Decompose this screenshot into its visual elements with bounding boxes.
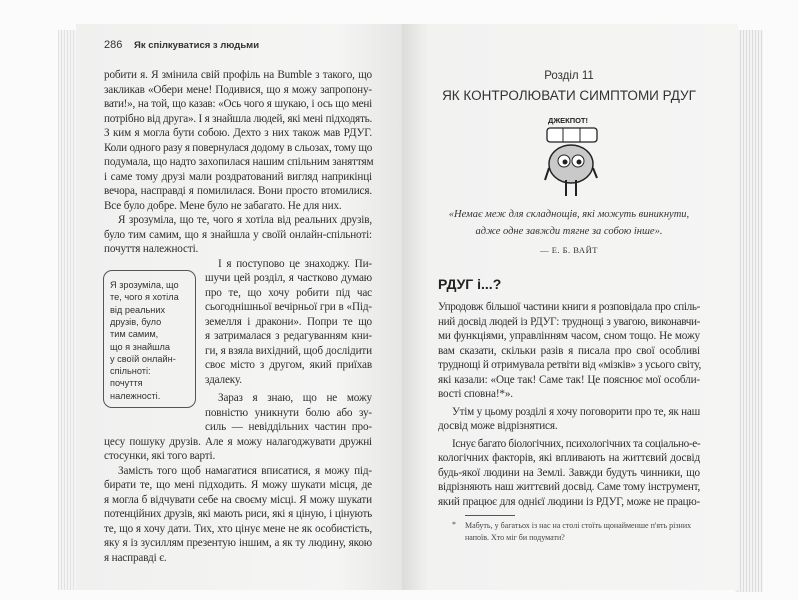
text-line: І я поступово це знаходжу. Пи- [218, 257, 372, 270]
illustration-caption: ДЖЕКПОТ! [548, 116, 589, 125]
text-line: сьогоднішньої вечірньої гри в «Під- [205, 301, 372, 313]
text-line: вості сповна!*». [438, 388, 513, 400]
text-line: будь-якої людини на Землі. Завжди будуть чинники, що [438, 466, 700, 479]
text-line: шучи цей розділ, я частково думаю [205, 272, 372, 284]
text-line: я затрималася з редагуванням кни- [205, 330, 372, 342]
pull-quote-line: у своїй онлайн- [110, 353, 176, 364]
text-line: вати!», на той, що казав: «Ось чого я шукаю, і ось що мені [104, 98, 372, 110]
text-line: закликав «Обери мене! Подивися, що я можу запропону- [104, 83, 372, 96]
text-line: Замість того щоб намагатися вписатися, я можу під- [118, 464, 372, 477]
pull-quote-line: спільноті: [110, 366, 151, 377]
running-head: Як спілкуватися з людьми [134, 40, 260, 51]
text-line: вечора, насправді я помилилася. Вони просто втомилися. [104, 185, 372, 197]
epigraph-line-2: адже одне завжди тягне за собою інше». [475, 226, 663, 237]
text-line: я насправді є. [104, 551, 167, 564]
text-line: труднощі й отримувала ретвіти від «мізків» з усього світу, [438, 359, 702, 371]
pull-quote-line: друзів, було [110, 316, 162, 327]
text-line: стосунки, які того варті. [104, 450, 216, 462]
text-line: потенційних друзів, які мають риси, які я ціную, і цінують [104, 508, 372, 520]
text-line: Упродовж більшої частини книги я розповідала про спіль- [438, 301, 700, 313]
text-line: бирати те, що мені підходить. Я можу шукати місця, де [104, 479, 372, 491]
text-line: вам сказати, скільки разів я писала про свої особливі [438, 344, 700, 357]
text-line: Зараз я знаю, що не можу [218, 392, 372, 404]
page-number: 286 [104, 39, 123, 51]
text-line: робити я. Я змінила свій профіль на Bumble з такого, що [104, 69, 372, 81]
footnote-line-1: Мабуть, у багатьох із нас на столі стоїть щонайменше п'ять різних [465, 521, 692, 530]
text-line: Все було добре. Мене було не забагато. Не для них. [104, 199, 342, 212]
text-line: відрізняють наш життєвий досвід. Саме тому інструмент, [438, 481, 700, 493]
jackpot-brain-illustration [535, 116, 607, 200]
epigraph-author: — Е. Б. ВАЙТ [540, 245, 598, 255]
chapter-title: ЯК КОНТРОЛЮВАТИ СИМПТОМИ РДУГ [442, 88, 696, 103]
text-line: кологічних факторів, які впливають на життєвий досвід [438, 452, 700, 464]
footnote-divider [465, 515, 515, 516]
text-line: досвід може відрізнятися. [438, 420, 558, 432]
footnote-marker: * [452, 520, 456, 529]
text-line: цесу пошуку друзів. Але я можу налагоджувати дружні [104, 435, 372, 448]
text-line: подумала, що надто захопилася нашим спільним заняттям [104, 156, 374, 168]
text-line: повністю уникнути болю або зу- [205, 406, 372, 419]
text-line: Коли одного разу я повернулася додому в сльозах, тому що [104, 141, 373, 154]
text-line: своє місто з другом, який приїхав [205, 359, 372, 371]
pull-quote-line: Я зрозуміла, що [110, 280, 179, 290]
text-line: Утім у цьому розділі я хочу поговорити про те, як наш [452, 405, 700, 418]
text-line: здалеку. [205, 373, 242, 386]
pull-quote-line: тим самим, [110, 329, 159, 340]
text-line: земелля і дракони». Попри те що [205, 315, 372, 328]
text-line: про те, що хочу робити під час [205, 286, 372, 299]
text-line: ний досвід людей із РДУГ: труднощі з увагою, виконавчи- [438, 315, 700, 328]
text-line: ми функціями, управлінням часом, сном тощо. Не можу [438, 330, 700, 342]
text-line: яку я із зусиллям презентую іншим, а як ту людину, якою [104, 537, 372, 549]
pull-quote-line: належності. [110, 390, 161, 401]
text-line: потрібно від друга». І я знайшла людей, які мені підходять. [104, 112, 372, 125]
section-heading: РДУГ і...? [438, 276, 502, 292]
pull-quote-line: що я знайшла [110, 341, 171, 352]
text-line: силь — невіддільних частин про- [205, 421, 372, 433]
footnote-line-2: напоїв. Хто міг би подумати? [465, 533, 565, 542]
pull-quote-line: те, чого я хотіла [110, 292, 179, 303]
text-line: які казали: «Оце так! Саме так! Це пояснює мої особли- [438, 373, 700, 386]
text-line: З ким я могла бути собою. Дехто з них також мав РДУГ. [104, 127, 372, 139]
text-line: було тим самим, що я знайшла у своїй онлайн-спільноті: [104, 228, 372, 241]
text-line: ги, я взяла вихідний, щоб дослідити [205, 344, 372, 357]
text-line: те, що я хочу дати. Тих, хто цінує мене не як особистість, [104, 522, 372, 535]
chapter-label: Розділ 11 [544, 70, 594, 82]
text-line: почуття належності. [104, 243, 199, 255]
text-line: я могла б відчувати себе на своєму місці. Я можу шукати [104, 493, 372, 506]
text-line: Існує багато біологічних, психологічних та соціально-е- [452, 437, 701, 450]
text-line: і саме тому друзі мали роздратований вигляд наприкінці [104, 170, 372, 183]
text-line: Я зрозуміла, що те, чого я хотіла від реальних друзів, [118, 214, 372, 226]
pull-quote-line: від реальних [110, 304, 166, 315]
text-line: який працює для однієї людини із РДУГ, може не працю- [438, 495, 700, 508]
pull-quote-line: почуття [110, 378, 143, 389]
epigraph-line-1: «Немає меж для складнощів, які можуть виникнути, [448, 209, 690, 220]
